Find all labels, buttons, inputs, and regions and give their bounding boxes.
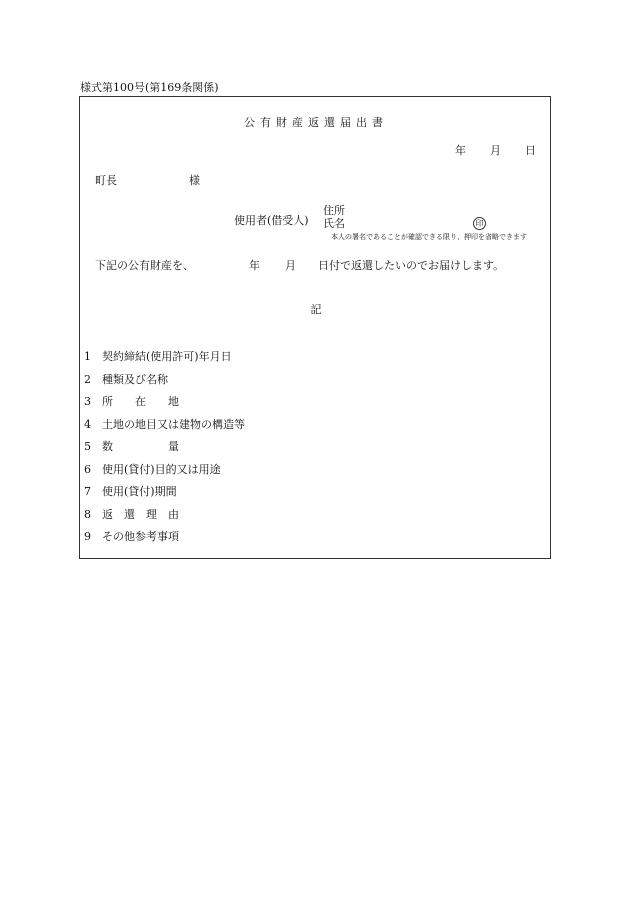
item-number: 6 — [84, 463, 91, 476]
item-number: 2 — [84, 373, 91, 386]
address-label: 住所 — [323, 204, 345, 217]
item-label: 返 還 理 由 — [102, 508, 179, 521]
name-label: 氏名 — [323, 217, 345, 230]
statement-year-label: 年 — [249, 259, 260, 272]
seal-mark-icon: 印 — [473, 217, 486, 230]
signature-note: 本人の署名であることが確認できる限り、押印を省略できます — [331, 233, 527, 241]
item-number: 8 — [84, 508, 91, 521]
user-label: 使用者(借受人) — [234, 214, 309, 227]
item-number: 5 — [84, 440, 91, 453]
addressee-town-mayor: 町長 — [95, 174, 117, 187]
item-label: 数 量 — [102, 440, 179, 453]
item-label: 種類及び名称 — [102, 373, 168, 386]
item-number: 7 — [84, 485, 91, 498]
item-number: 4 — [84, 418, 91, 431]
date-year-label: 年 — [455, 144, 466, 157]
item-label: 使用(貸付)目的又は用途 — [102, 463, 221, 476]
statement-prefix: 下記の公有財産を、 — [95, 259, 194, 272]
form-frame — [79, 96, 551, 559]
item-number: 1 — [84, 350, 91, 363]
date-month-label: 月 — [490, 144, 501, 157]
form-number-label: 様式第100号(第169条関係) — [80, 81, 219, 94]
item-number: 9 — [84, 530, 91, 543]
addressee-honorific: 様 — [189, 174, 200, 187]
statement-suffix: 日付で返還したいのでお届けします。 — [318, 259, 505, 272]
date-day-label: 日 — [525, 144, 536, 157]
item-label: 所 在 地 — [102, 395, 179, 408]
item-label: 使用(貸付)期間 — [102, 485, 177, 498]
item-label: 土地の地目又は建物の構造等 — [102, 418, 245, 431]
item-label: 契約締結(使用許可)年月日 — [102, 350, 232, 363]
item-number: 3 — [84, 395, 91, 408]
document-title: 公有財産返還届出書 — [244, 116, 388, 129]
item-label: その他参考事項 — [102, 530, 179, 543]
statement-month-label: 月 — [285, 259, 296, 272]
ki-heading: 記 — [310, 303, 322, 316]
